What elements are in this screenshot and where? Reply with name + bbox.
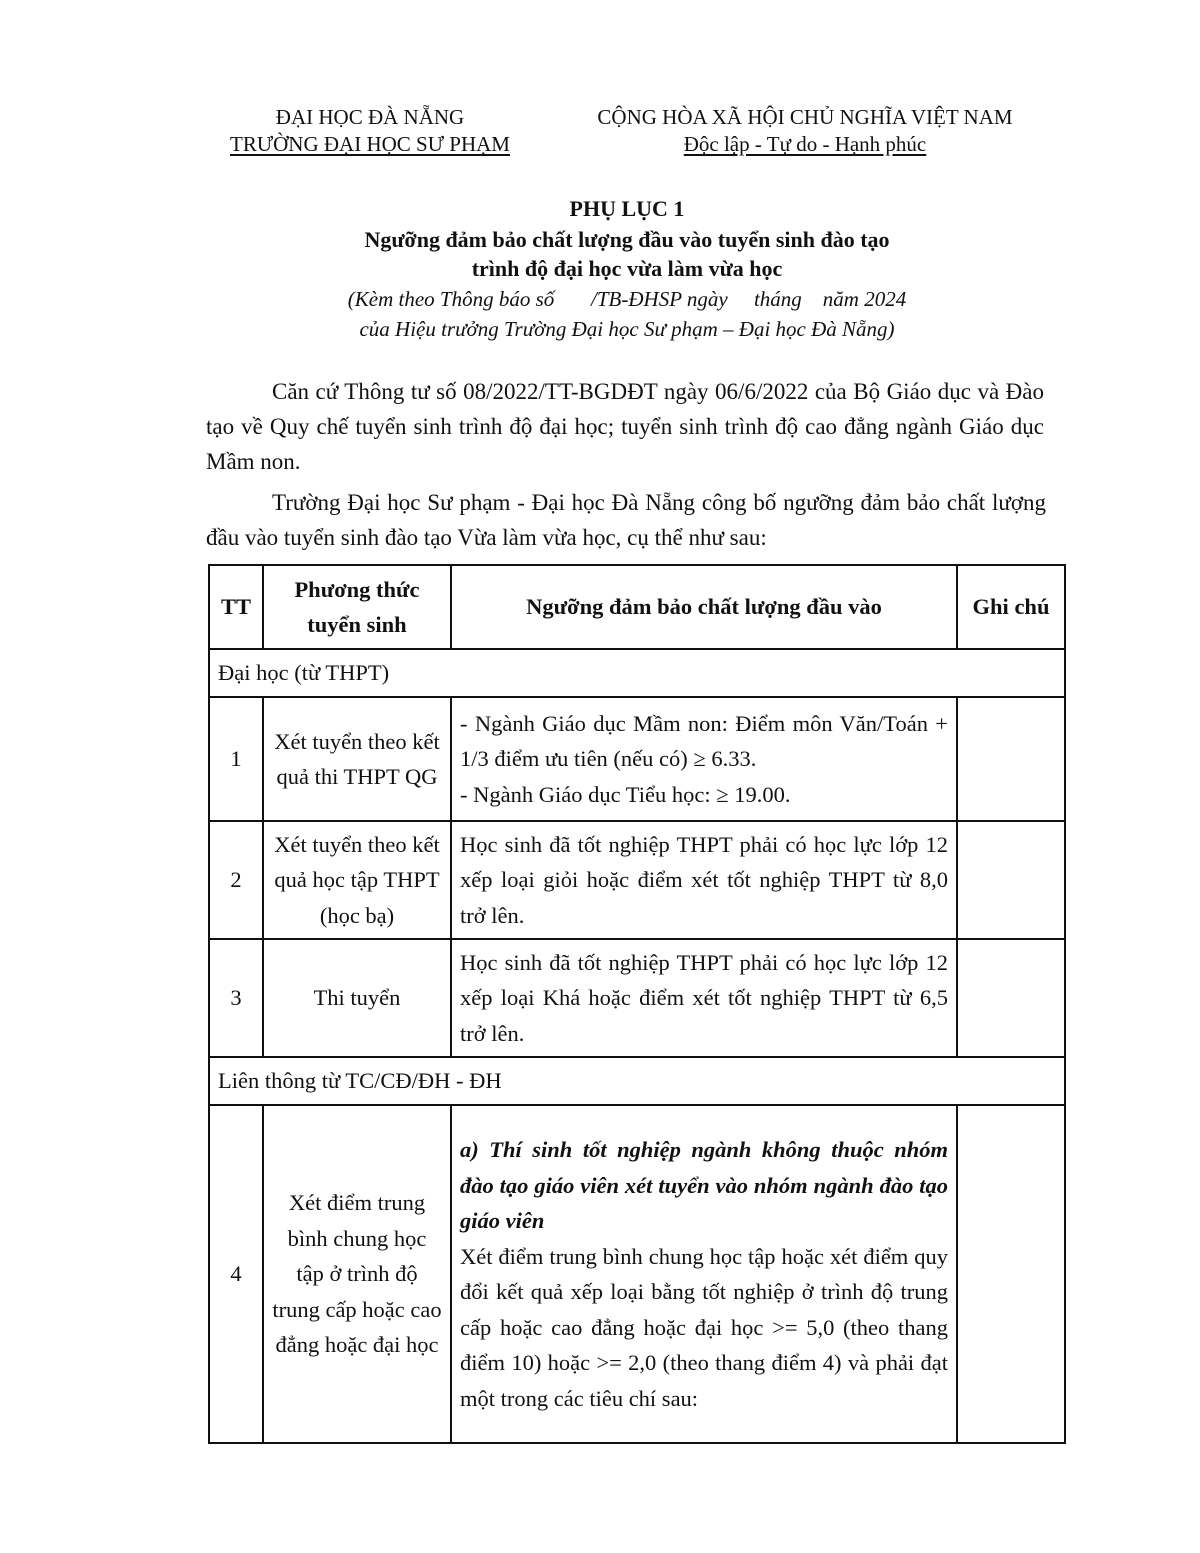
announcement-text: Trường Đại học Sư phạm - Đại học Đà Nẵng công bố ngưỡng đảm bảo chất lượng đầu vào tuyển sinh đào tạo Vừa làm vừa học, cụ thể như sau: bbox=[206, 490, 1046, 550]
national-header-right bbox=[560, 104, 1050, 158]
table-row bbox=[209, 939, 1065, 1057]
col-header-method: Phương thức tuyển sinh bbox=[263, 565, 451, 649]
document-title-line1: Ngưỡng đảm bảo chất lượng đầu vào tuyển sinh đào tạo bbox=[364, 227, 890, 252]
announcement-paragraph bbox=[206, 485, 1046, 555]
criteria-heading: a) Thí sinh tốt nghiệp ngành không thuộc nhóm đào tạo giáo viên xét tuyển vào nhóm ngành đào tạo giáo viên bbox=[460, 1137, 948, 1233]
school-name bbox=[190, 131, 550, 158]
section-label-transfer: Liên thông từ TC/CĐ/ĐH - ĐH bbox=[209, 1057, 1065, 1105]
org-header-left bbox=[190, 104, 550, 158]
row-number: 1 bbox=[209, 697, 263, 821]
section-row-transfer bbox=[209, 1057, 1065, 1105]
table-row bbox=[209, 821, 1065, 939]
legal-basis-text: Căn cứ Thông tư số 08/2022/TT-BGDĐT ngày 06/6/2022 của Bộ Giáo dục và Đào tạo về Quy chế tuyển sinh trình độ đại học; tuyển sinh trình độ cao đẳng ngành Giáo dục Mầm non. bbox=[206, 379, 1044, 474]
row-criteria bbox=[451, 1105, 957, 1443]
reference-note-line1: (Kèm theo Thông báo số /TB-ĐHSP ngày tháng năm 2024 bbox=[347, 287, 907, 311]
appendix-title: PHỤ LỤC 1 bbox=[569, 196, 685, 221]
table-row bbox=[209, 1105, 1065, 1443]
criteria-preschool: - Ngành Giáo dục Mầm non: Điểm môn Văn/Toán + 1/3 điểm ưu tiên (nếu có) ≥ 6.33. bbox=[460, 710, 948, 772]
parent-university-name: ĐẠI HỌC ĐÀ NẴNG bbox=[275, 105, 465, 129]
country-motto bbox=[560, 131, 1050, 158]
row-note bbox=[957, 939, 1065, 1057]
table-header-row bbox=[209, 565, 1065, 649]
criteria-primary: - Ngành Giáo dục Tiểu học: ≥ 19.00. bbox=[460, 781, 791, 807]
row-number: 2 bbox=[209, 821, 263, 939]
row-note bbox=[957, 697, 1065, 821]
row-method: Xét điểm trung bình chung học tập ở trình độ trung cấp hoặc cao đẳng hoặc đại học bbox=[263, 1105, 451, 1443]
row-criteria bbox=[451, 697, 957, 821]
country-motto-title: CỘNG HÒA XÃ HỘI CHỦ NGHĨA VIỆT NAM bbox=[597, 105, 1013, 129]
col-header-note: Ghi chú bbox=[957, 565, 1065, 649]
document-title-line2: trình độ đại học vừa làm vừa học bbox=[471, 256, 783, 281]
row-note bbox=[957, 1105, 1065, 1443]
row-number: 4 bbox=[209, 1105, 263, 1443]
legal-basis-paragraph bbox=[206, 374, 1044, 479]
row-note bbox=[957, 821, 1065, 939]
col-header-threshold: Ngưỡng đảm bảo chất lượng đầu vào bbox=[451, 565, 957, 649]
col-header-tt: TT bbox=[209, 565, 263, 649]
section-row-university bbox=[209, 649, 1065, 697]
row-method: Thi tuyển bbox=[263, 939, 451, 1057]
school-name-text: TRƯỜNG ĐẠI HỌC SƯ PHẠM bbox=[230, 132, 510, 156]
country-motto-text: Độc lập - Tự do - Hạnh phúc bbox=[683, 132, 927, 156]
reference-note-line2: của Hiệu trưởng Trường Đại học Sư phạm – Đại học Đà Nẵng) bbox=[359, 317, 895, 341]
table-row bbox=[209, 697, 1065, 821]
row-criteria: Học sinh đã tốt nghiệp THPT phải có học lực lớp 12 xếp loại Khá hoặc điểm xét tốt nghiệp THPT từ 6,5 trở lên. bbox=[451, 939, 957, 1057]
row-number: 3 bbox=[209, 939, 263, 1057]
criteria-body: Xét điểm trung bình chung học tập hoặc xét điểm quy đổi kết quả xếp loại bằng tốt nghiệp ở trình độ trung cấp hoặc cao đẳng hoặc đại học >= 5,0 (theo thang điểm 10) hoặc >= 2,0 (theo thang điểm 4) và phải đạt một trong các tiêu chí sau: bbox=[460, 1243, 948, 1411]
row-criteria: Học sinh đã tốt nghiệp THPT phải có học lực lớp 12 xếp loại giỏi hoặc điểm xét tốt nghiệp THPT từ 8,0 trở lên. bbox=[451, 821, 957, 939]
section-label-university: Đại học (từ THPT) bbox=[209, 649, 1065, 697]
row-method: Xét tuyển theo kết quả thi THPT QG bbox=[263, 697, 451, 821]
row-method: Xét tuyển theo kết quả học tập THPT (học bạ) bbox=[263, 821, 451, 939]
admission-threshold-table bbox=[208, 564, 1066, 1444]
